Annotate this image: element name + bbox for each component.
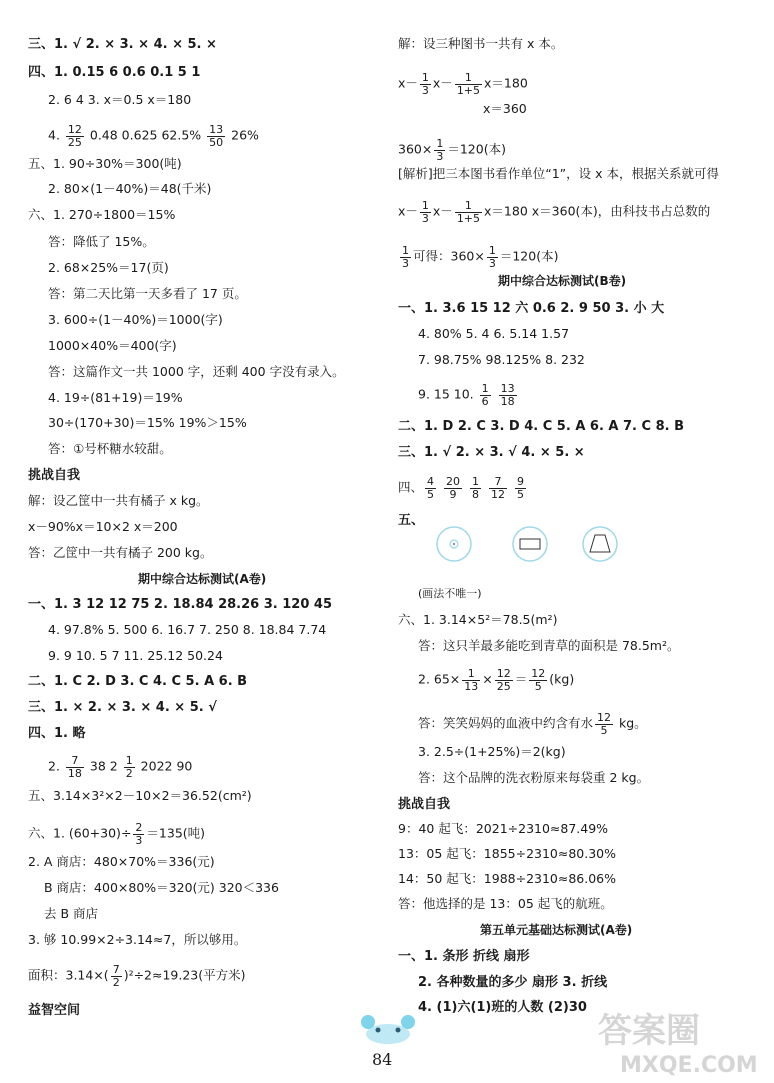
text-segment bbox=[438, 480, 442, 495]
text-segment: (kg) bbox=[549, 671, 575, 687]
mascot-icon bbox=[348, 1012, 428, 1046]
text-segment: x－ bbox=[432, 75, 453, 91]
fraction-denominator: 5 bbox=[600, 723, 608, 737]
answer-line bbox=[398, 138, 506, 162]
fraction-denominator: 3 bbox=[436, 149, 444, 163]
fraction-numerator: 7 bbox=[112, 963, 120, 976]
answer-line: 2. 80×(1－40%)＝48(千米) bbox=[48, 181, 212, 196]
answer-line: 9：40 起飞：2021÷2310≈87.49% bbox=[398, 821, 609, 836]
fraction-numerator: 7 bbox=[66, 755, 84, 768]
fraction-numerator: 1 bbox=[421, 199, 429, 212]
fraction-denominator: 3 bbox=[421, 83, 429, 97]
answer-line: 7. 98.75% 98.125% 8. 232 bbox=[418, 352, 585, 367]
answer-line bbox=[418, 668, 574, 692]
answer-line: 四、1. 0.15 6 0.6 0.1 5 1 bbox=[28, 65, 201, 80]
fraction-denominator: 5 bbox=[427, 487, 435, 501]
fraction bbox=[425, 476, 436, 500]
answer-line: 期中综合达标测试(A卷) bbox=[138, 572, 267, 586]
text-segment: 可得：360× bbox=[413, 248, 485, 264]
answer-line: 答：乙筐中一共有橘子 200 kg。 bbox=[28, 545, 213, 560]
text-segment bbox=[509, 480, 513, 495]
fraction bbox=[595, 712, 613, 736]
text-segment: ＝120(本) bbox=[499, 248, 559, 264]
text-segment: x＝180 bbox=[484, 75, 528, 91]
fraction-numerator: 7 bbox=[489, 476, 507, 489]
fraction-denominator: 8 bbox=[471, 487, 479, 501]
fraction-numerator: 1 bbox=[471, 475, 479, 488]
text-segment: ＝120(本) bbox=[447, 141, 506, 157]
fraction bbox=[420, 200, 431, 224]
fraction bbox=[487, 245, 498, 269]
text-segment: 26% bbox=[227, 127, 259, 143]
fraction-numerator: 13 bbox=[500, 382, 515, 395]
fraction-denominator: 2 bbox=[125, 766, 133, 780]
text-segment: kg。 bbox=[615, 715, 647, 731]
watermark-line1: 答案圈 bbox=[598, 1011, 700, 1051]
fraction bbox=[455, 72, 482, 96]
text-segment: 4. bbox=[48, 127, 64, 143]
answer-line: 3. 600÷(1－40%)＝1000(字) bbox=[48, 312, 223, 327]
answer-line: 答：这个品牌的洗衣粉原来每袋重 2 kg。 bbox=[418, 770, 650, 785]
text-segment: x－ bbox=[398, 75, 418, 91]
answer-line bbox=[28, 964, 246, 988]
answer-line: 益智空间 bbox=[28, 1003, 81, 1018]
answer-line: 4. 19÷(81+19)＝19% bbox=[48, 390, 183, 405]
answer-line: (画法不唯一) bbox=[418, 587, 482, 600]
answer-line: 答：降低了 15%。 bbox=[48, 234, 155, 249]
fraction-denominator: 5 bbox=[534, 679, 542, 693]
answer-line: 四、1. 略 bbox=[28, 726, 86, 741]
answer-line: 4. (1)六(1)班的人数 (2)30 bbox=[418, 1000, 587, 1015]
text-segment: 0.48 0.625 62.5% bbox=[85, 127, 206, 143]
fraction-numerator: 1 bbox=[455, 72, 482, 85]
fraction-denominator: 13 bbox=[464, 679, 479, 693]
text-segment bbox=[483, 480, 487, 495]
text-segment: 2. 65× bbox=[418, 671, 461, 687]
answer-line: 9. 9 10. 5 7 11. 25.12 50.24 bbox=[48, 648, 223, 663]
answer-line: 五、1. 90÷30%＝300(吨) bbox=[28, 156, 182, 171]
text-segment: ＝ bbox=[514, 671, 528, 687]
fraction-numerator: 20 bbox=[446, 475, 460, 488]
circle-with-rectangle-figure bbox=[513, 527, 547, 561]
answer-line: 六、1. 270÷1800＝15% bbox=[28, 207, 176, 222]
text-segment: 2022 90 bbox=[136, 758, 193, 774]
answer-line: 4. 80% 5. 4 6. 5.14 1.57 bbox=[418, 326, 570, 341]
fraction bbox=[111, 964, 122, 988]
circle-with-trapezoid-figure bbox=[583, 527, 617, 561]
fraction-numerator: 1 bbox=[421, 71, 429, 84]
answer-line: 1000×40%＝400(字) bbox=[48, 338, 177, 353]
text-segment: )²÷2≈19.23(平方米) bbox=[123, 967, 246, 983]
answer-line: 五、3.14×3²×2－10×2＝36.52(cm²) bbox=[28, 788, 252, 803]
answer-line: 第五单元基础达标测试(A卷) bbox=[480, 923, 633, 937]
fraction bbox=[133, 822, 144, 846]
answer-line: 三、1. × 2. × 3. × 4. × 5. √ bbox=[28, 700, 217, 715]
fraction bbox=[66, 755, 84, 779]
fraction bbox=[489, 476, 507, 500]
text-segment: x－ bbox=[432, 203, 453, 219]
answer-line: 五、 bbox=[398, 513, 425, 528]
text-segment: 面积：3.14×( bbox=[28, 967, 109, 983]
answer-line: 3. 2.5÷(1+25%)＝2(kg) bbox=[418, 744, 566, 759]
fraction bbox=[420, 72, 431, 96]
text-segment: 答：笑笑妈妈的血液中约含有水 bbox=[418, 715, 594, 731]
answer-line: 2. 68×25%＝17(页) bbox=[48, 260, 169, 275]
answer-line: x－90%x＝10×2 x＝200 bbox=[28, 519, 178, 534]
fraction bbox=[455, 200, 482, 224]
text-segment: x＝180 x＝360(本)，由科技书占总数的 bbox=[484, 203, 711, 219]
answer-line bbox=[48, 755, 192, 779]
fraction-denominator: 1+5 bbox=[456, 211, 481, 225]
fraction bbox=[400, 245, 411, 269]
fraction-numerator: 9 bbox=[516, 475, 524, 488]
circle-with-center-figure bbox=[437, 527, 471, 561]
fraction-denominator: 2 bbox=[112, 975, 120, 989]
watermark-line2: MXQE.COM bbox=[620, 1053, 758, 1078]
left-column bbox=[28, 0, 383, 1083]
answer-line bbox=[398, 476, 528, 500]
answer-line bbox=[418, 712, 647, 736]
fraction bbox=[495, 668, 513, 692]
fraction-numerator: 1 bbox=[455, 200, 482, 213]
answer-line: 4. 97.8% 5. 500 6. 16.7 7. 250 8. 18.84 7.74 bbox=[48, 622, 327, 637]
fraction-denominator: 18 bbox=[67, 766, 82, 780]
answer-line: [解析]把三本图书看作单位“1”，设 x 本，根据关系就可得 bbox=[398, 166, 720, 181]
text-segment: 38 2 bbox=[85, 758, 122, 774]
answer-line: 2. A 商店：480×70%＝336(元) bbox=[28, 854, 215, 869]
page-number: 84 bbox=[372, 1050, 393, 1069]
answer-line: 解：设三种图书一共有 x 本。 bbox=[398, 36, 564, 51]
answer-line: 答：①号杯糖水较甜。 bbox=[48, 441, 172, 456]
answer-line: 3. 够 10.99×2÷3.14≈7，所以够用。 bbox=[28, 932, 247, 947]
answer-line: 去 B 商店 bbox=[44, 906, 99, 921]
fraction bbox=[462, 668, 480, 692]
fraction-denominator: 3 bbox=[488, 256, 496, 270]
fraction-numerator: 1 bbox=[488, 244, 496, 257]
fraction-denominator: 25 bbox=[496, 679, 511, 693]
answer-line: 挑战自我 bbox=[28, 468, 81, 483]
fraction-numerator: 1 bbox=[462, 668, 480, 681]
fraction-denominator: 9 bbox=[449, 487, 457, 501]
answer-line: 六、1. 3.14×5²＝78.5(m²) bbox=[398, 612, 558, 627]
answer-line: 一、1. 条形 折线 扇形 bbox=[398, 949, 530, 964]
fraction bbox=[66, 124, 84, 148]
fraction-denominator: 3 bbox=[135, 833, 143, 847]
text-segment: x－ bbox=[398, 203, 418, 219]
answer-line: 答：这只羊最多能吃到青草的面积是 78.5m²。 bbox=[418, 638, 680, 653]
text-segment bbox=[464, 480, 468, 495]
fraction bbox=[499, 383, 517, 407]
fraction-numerator: 12 bbox=[496, 667, 511, 680]
answer-line: 二、1. C 2. D 3. C 4. C 5. A 6. B bbox=[28, 674, 248, 689]
fraction-numerator: 1 bbox=[125, 754, 133, 767]
answer-line bbox=[398, 72, 528, 96]
fraction-denominator: 3 bbox=[421, 211, 429, 225]
watermark-logo bbox=[590, 1002, 768, 1080]
fraction-denominator: 25 bbox=[67, 135, 82, 149]
text-segment: 四、 bbox=[398, 479, 424, 495]
fraction-numerator: 12 bbox=[531, 667, 546, 680]
fraction bbox=[529, 668, 547, 692]
fraction-numerator: 1 bbox=[481, 382, 489, 395]
answer-line: B 商店：400×80%＝320(元) 320＜336 bbox=[44, 880, 279, 895]
answer-line: 二、1. D 2. C 3. D 4. C 5. A 6. A 7. C 8. B bbox=[398, 419, 684, 434]
text-segment: 六、1. (60+30)÷ bbox=[28, 825, 132, 841]
fraction-numerator: 12 bbox=[67, 123, 82, 136]
fraction-denominator: 5 bbox=[516, 487, 524, 501]
text-segment: × bbox=[482, 671, 493, 687]
fraction bbox=[470, 476, 481, 500]
drawing-figures bbox=[434, 522, 634, 566]
answer-line bbox=[398, 200, 710, 224]
fraction bbox=[515, 476, 526, 500]
right-column bbox=[398, 0, 768, 1083]
answer-line: 三、1. √ 2. × 3. √ 4. × 5. × bbox=[398, 445, 585, 460]
answer-line: 一、1. 3.6 15 12 六 0.6 2. 9 50 3. 小 大 bbox=[398, 301, 665, 316]
fraction bbox=[124, 755, 135, 779]
answer-line bbox=[28, 822, 205, 846]
fraction-numerator: 2 bbox=[135, 821, 143, 834]
text-segment: ＝135(吨) bbox=[146, 825, 206, 841]
fraction-numerator: 1 bbox=[436, 137, 444, 150]
figures-svg bbox=[434, 522, 634, 566]
answer-line: 答：他选择的是 13：05 起飞的航班。 bbox=[398, 896, 613, 911]
answer-line: x＝360 bbox=[483, 101, 527, 116]
answer-line: 解：设乙筐中一共有橘子 x kg。 bbox=[28, 493, 209, 508]
answer-line: 一、1. 3 12 12 75 2. 18.84 28.26 3. 120 45 bbox=[28, 597, 332, 612]
fraction-numerator: 4 bbox=[427, 475, 435, 488]
fraction-denominator: 6 bbox=[481, 394, 489, 408]
fraction bbox=[444, 476, 462, 500]
answer-line: 13：05 起飞：1855÷2310≈80.30% bbox=[398, 846, 617, 861]
text-segment: 2. bbox=[48, 758, 64, 774]
fraction-numerator: 13 bbox=[209, 123, 224, 136]
answer-line: 挑战自我 bbox=[398, 797, 451, 812]
fraction bbox=[480, 383, 491, 407]
fraction bbox=[207, 124, 225, 148]
answer-line: 答：第二天比第一天多看了 17 页。 bbox=[48, 286, 247, 301]
fraction-denominator: 18 bbox=[500, 394, 515, 408]
fraction-denominator: 1+5 bbox=[456, 83, 481, 97]
text-segment: 9. 15 10. bbox=[418, 386, 478, 402]
fraction bbox=[434, 138, 445, 162]
answer-line: 2. 各种数量的多少 扇形 3. 折线 bbox=[418, 975, 608, 990]
text-segment: 360× bbox=[398, 141, 433, 157]
fraction-denominator: 3 bbox=[402, 256, 409, 270]
fraction-denominator: 50 bbox=[209, 135, 224, 149]
answer-line bbox=[398, 245, 558, 269]
answer-line: 答：这篇作文一共 1000 字，还剩 400 字没有录入。 bbox=[48, 364, 345, 379]
answer-line bbox=[48, 124, 259, 148]
fraction-numerator: 1 bbox=[402, 244, 409, 257]
answer-line bbox=[418, 383, 519, 407]
answer-line: 30÷(170+30)＝15% 19%＞15% bbox=[48, 415, 247, 430]
answer-line: 14：50 起飞：1988÷2310≈86.06% bbox=[398, 871, 617, 886]
answer-line: 期中综合达标测试(B卷) bbox=[498, 274, 627, 288]
text-segment bbox=[493, 387, 497, 402]
answer-line: 2. 6 4 3. x＝0.5 x＝180 bbox=[48, 92, 192, 107]
fraction-numerator: 12 bbox=[597, 711, 612, 724]
fraction-denominator: 12 bbox=[490, 487, 505, 501]
answer-line: 三、1. √ 2. × 3. × 4. × 5. × bbox=[28, 37, 217, 52]
